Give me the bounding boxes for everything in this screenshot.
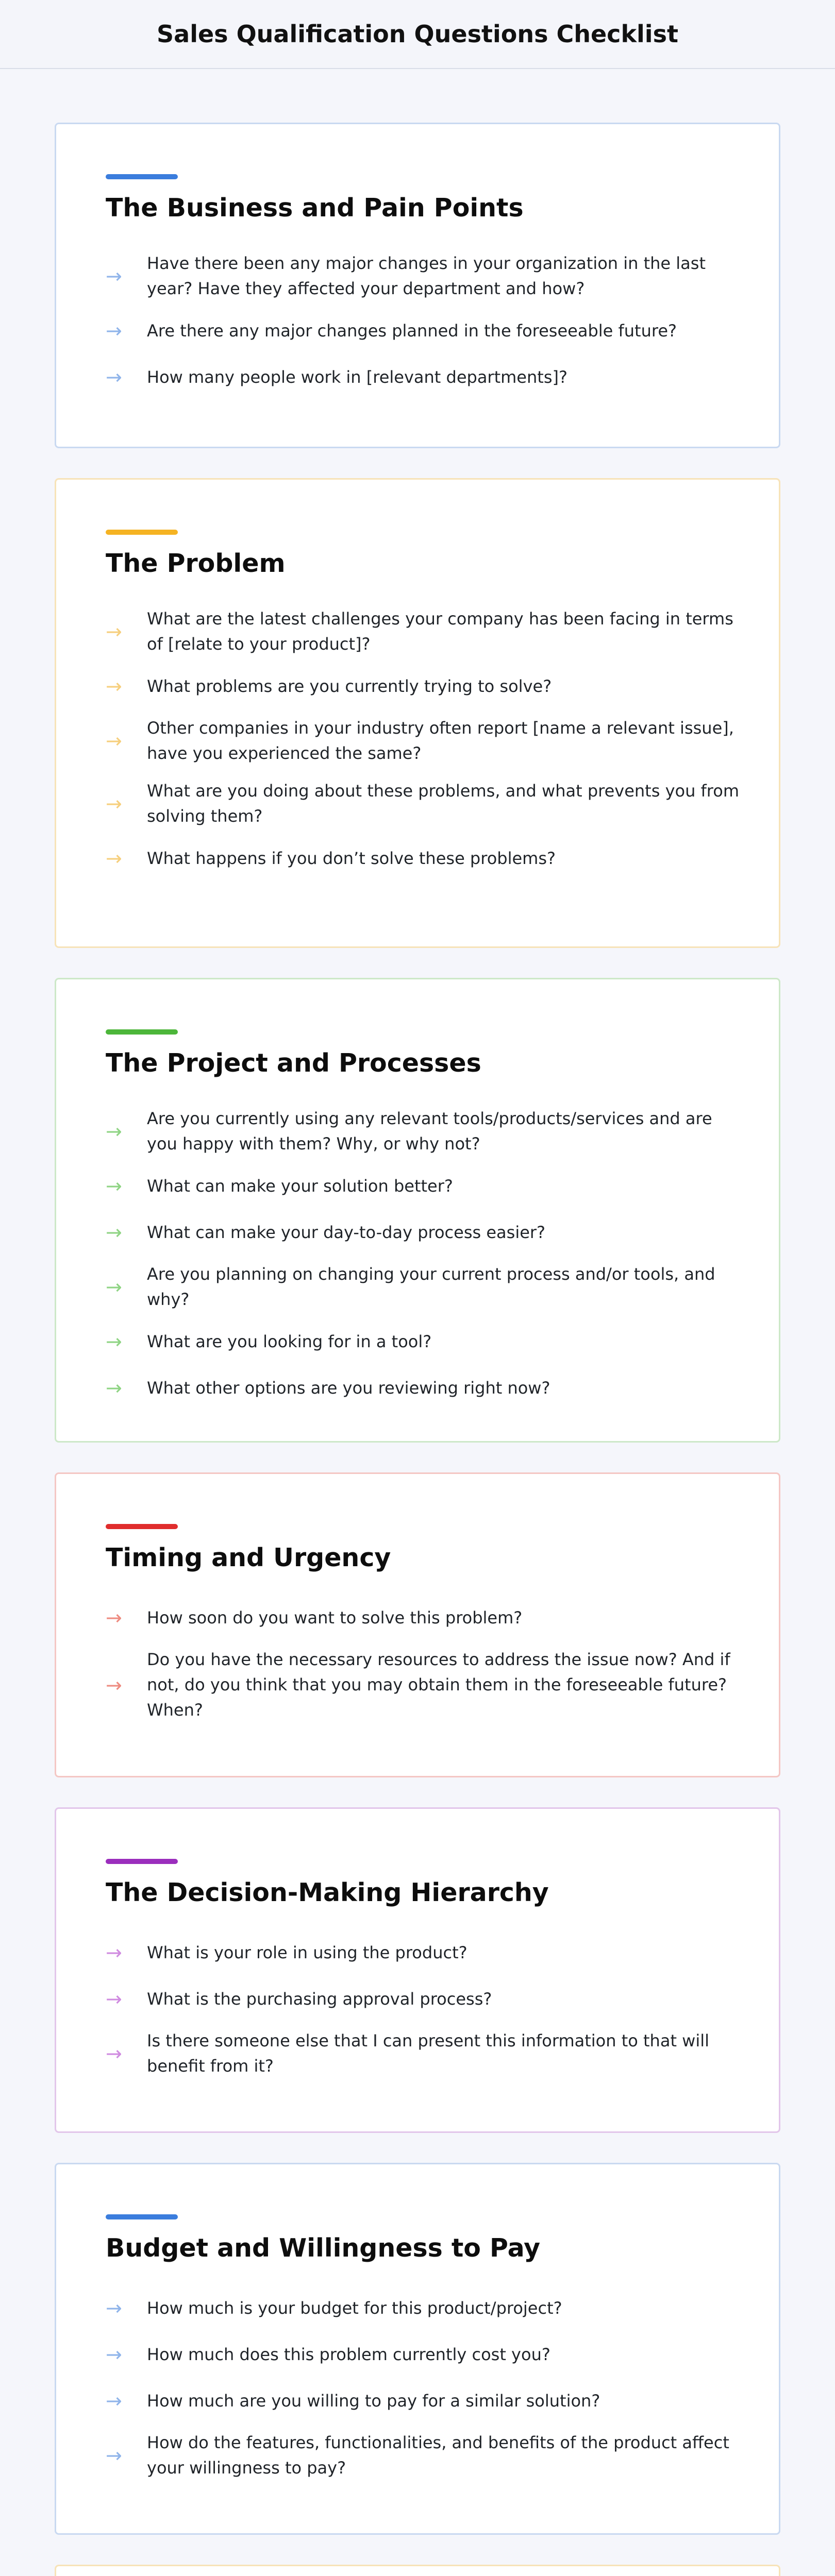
arrow-right-icon: →: [106, 2297, 122, 2319]
question-item: [106, 1262, 740, 1312]
page-header: [0, 0, 835, 69]
question-text: Are there any major changes planned in the foreseeable future?: [147, 320, 677, 341]
arrow-right-icon: →: [106, 366, 122, 388]
section-accent-bar: [106, 2214, 178, 2219]
question-text: What other options are you reviewing right now?: [147, 1378, 550, 1398]
section-title: Budget and Willingness to Pay: [106, 2233, 541, 2263]
question-item: [106, 1106, 740, 1157]
question-text: How much are you willing to pay for a similar solution?: [147, 2391, 600, 2411]
arrow-right-icon: →: [106, 1221, 122, 1244]
question-item: [106, 716, 740, 766]
section-accent-bar: [106, 174, 178, 179]
arrow-right-icon: →: [106, 1377, 122, 1399]
question-item: [106, 1169, 740, 1203]
section-card: [55, 1807, 780, 2133]
question-item: [106, 2291, 740, 2325]
question-text: How many people work in [relevant departments]?: [147, 367, 567, 387]
question-text: How do the features, functionalities, and benefits of the product affect your willingness to pay?: [147, 2433, 729, 2478]
question-text: Are you planning on changing your current process and/or tools, and why?: [147, 1264, 715, 1309]
question-item: [106, 1982, 740, 2016]
question-text: What is your role in using the product?: [147, 1942, 467, 1962]
section-title: The Problem: [106, 549, 286, 578]
section-title: The Business and Pain Points: [106, 193, 524, 223]
question-list: [106, 251, 740, 406]
section-title: The Project and Processes: [106, 1048, 481, 1078]
question-item: [106, 251, 740, 301]
question-text: How much does this problem currently cost you?: [147, 2344, 550, 2364]
arrow-right-icon: →: [106, 1941, 122, 1964]
question-list: [106, 2291, 740, 2493]
section-card: [55, 2565, 780, 2576]
section-title: Timing and Urgency: [106, 1543, 391, 1572]
page-title: Sales Qualification Questions Checklist: [157, 20, 678, 48]
question-item: [106, 1601, 740, 1635]
section-card: [55, 478, 780, 948]
arrow-right-icon: →: [106, 1988, 122, 2010]
question-text: What are the latest challenges your company has been facing in terms of [relate to your product]?: [147, 609, 733, 654]
arrow-right-icon: →: [106, 792, 122, 815]
arrow-right-icon: →: [106, 847, 122, 870]
arrow-right-icon: →: [106, 620, 122, 643]
question-item: [106, 1647, 740, 1723]
question-item: [106, 1325, 740, 1359]
question-item: [106, 669, 740, 703]
arrow-right-icon: →: [106, 1175, 122, 1197]
question-text: Is there someone else that I can present this information to that will benefit from it?: [147, 2031, 709, 2076]
question-item: [106, 778, 740, 829]
section-accent-bar: [106, 1859, 178, 1864]
question-item: [106, 314, 740, 348]
arrow-right-icon: →: [106, 265, 122, 287]
question-item: [106, 1936, 740, 1970]
section-title: The Decision-Making Hierarchy: [106, 1878, 549, 1907]
section-accent-bar: [106, 1029, 178, 1035]
question-text: Are you currently using any relevant tools/products/services and are you happy with them? Why, or why not?: [147, 1109, 712, 1154]
question-text: What are you doing about these problems, and what prevents you from solving them?: [147, 781, 739, 826]
question-item: [106, 841, 740, 875]
question-text: Have there been any major changes in your organization in the last year? Have they affected your department and how?: [147, 253, 706, 298]
section-card: [55, 2163, 780, 2535]
question-text: Other companies in your industry often report [name a relevant issue], have you experienced the same?: [147, 718, 734, 763]
arrow-right-icon: →: [106, 675, 122, 698]
question-item: [106, 2430, 740, 2481]
question-list: [106, 606, 740, 888]
arrow-right-icon: →: [106, 1330, 122, 1353]
question-text: What problems are you currently trying to solve?: [147, 676, 552, 696]
question-list: [106, 1601, 740, 1735]
arrow-right-icon: →: [106, 1673, 122, 1697]
question-item: [106, 1215, 740, 1249]
question-item: [106, 2337, 740, 2371]
arrow-right-icon: →: [106, 2042, 122, 2065]
question-item: [106, 1371, 740, 1405]
question-text: What can make your day-to-day process easier?: [147, 1222, 546, 1242]
question-list: [106, 1106, 740, 1417]
question-text: What are you looking for in a tool?: [147, 1331, 432, 1351]
question-text: How much is your budget for this product/project?: [147, 2298, 562, 2318]
arrow-right-icon: →: [106, 319, 122, 342]
question-item: [106, 360, 740, 394]
arrow-right-icon: →: [106, 1120, 122, 1143]
arrow-right-icon: →: [106, 1606, 122, 1629]
arrow-right-icon: →: [106, 2389, 122, 2412]
section-accent-bar: [106, 1524, 178, 1529]
question-text: Do you have the necessary resources to address the issue now? And if not, do you think that you may obtain them in the foreseeable future? When?: [147, 1650, 730, 1720]
arrow-right-icon: →: [106, 2444, 122, 2467]
section-card: [55, 123, 780, 448]
question-text: What happens if you don’t solve these problems?: [147, 848, 556, 868]
arrow-right-icon: →: [106, 1276, 122, 1298]
section-card: [55, 978, 780, 1443]
section-accent-bar: [106, 530, 178, 535]
question-item: [106, 2384, 740, 2418]
arrow-right-icon: →: [106, 2343, 122, 2366]
question-text: How soon do you want to solve this problem?: [147, 1607, 523, 1628]
section-card: [55, 1472, 780, 1777]
question-item: [106, 606, 740, 657]
question-item: [106, 2028, 740, 2079]
question-text: What can make your solution better?: [147, 1176, 453, 1196]
question-list: [106, 1936, 740, 2091]
question-text: What is the purchasing approval process?: [147, 1989, 492, 2009]
arrow-right-icon: →: [106, 730, 122, 752]
